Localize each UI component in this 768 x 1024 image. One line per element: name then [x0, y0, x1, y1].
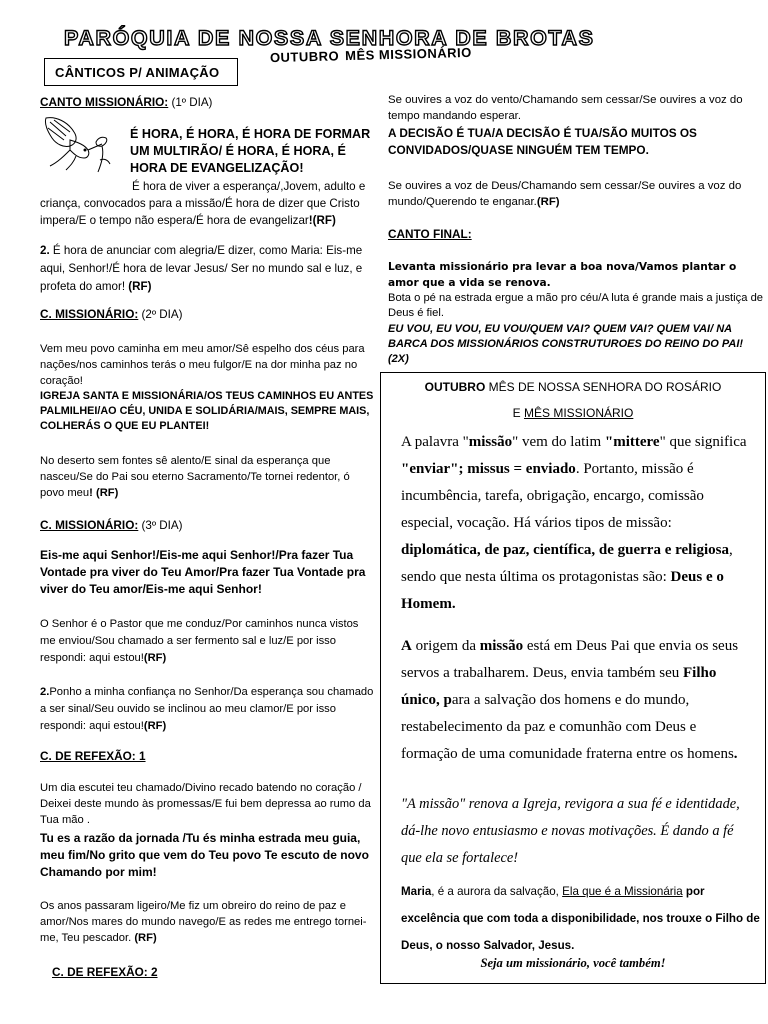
canto3-heading — [40, 517, 183, 534]
info-paragraph-1 — [401, 429, 755, 618]
info-p1-run: "enviar"; missus = enviado — [401, 461, 576, 477]
canto1-v2-num: 2. — [40, 244, 50, 257]
info-p1-run: "mittere — [604, 434, 660, 450]
hummingbird-illustration — [40, 110, 118, 178]
canto-final-verse: Bota o pé na estrada ergue a mão pro céu/A luta é grande mais a justiça de Deus é fiel. — [388, 292, 764, 319]
info-maria-paragraph — [401, 878, 761, 959]
info-p2-run: está em Deus Pai que envia os seus servos a trabalharem. Deus, envia também seu — [401, 638, 739, 681]
refeicao1-title: C. DE REFEXÃO: 1 — [40, 749, 146, 763]
refeicao2-title: C. DE REFEXÃO: 2 — [52, 965, 158, 979]
subtitle-rest: MÊS MISSIONÁRIO — [344, 44, 472, 64]
canto-final-title: CANTO FINAL: — [388, 227, 472, 241]
canto2-refrain: IGREJA SANTA E MISSIONÁRIA/OS TEUS CAMINHOS EU ANTES PALMILHEI/AO CÉU, UNIDA E SOLIDÁRIA/MAIS, SEMPRE MAIS, COLHERÁS O QUE EU PLANTEI! — [40, 390, 374, 432]
canto1-heading — [40, 94, 370, 111]
canto-final-refrain2: EU VOU, EU VOU, EU VOU/QUEM VAI? QUEM VAI? QUEM VAI/ NA BARCA DOS MISSIONÁRIOS CONSTRUTUROES DO REINO DO PAI! (2X) — [388, 323, 744, 365]
info-p1-run: , sendo que nesta última os protagonistas são: — [401, 542, 733, 585]
refeicao1-verse2-end: (RF) — [131, 932, 157, 944]
canto3-verse — [40, 616, 374, 667]
canto2-day: (2º DIA) — [138, 308, 183, 321]
info-closing-line: Seja um missionário, você também! — [480, 956, 666, 970]
canto2-verse: Vem meu povo caminha em meu amor/Sê espelho dos céus para nações/nos caminhos terás o meu fulgor/E na dor minha paz no coração! — [40, 343, 365, 387]
refeicao1-verse2-text: Os anos passaram ligeiro/Me fiz um obreiro do reino de paz e amor/Nos mares do mundo navego/E as redes me entrego tornei-me, Teu pescador. — [40, 900, 367, 944]
subtitle-month: OUTUBRO — [269, 48, 340, 66]
canto1-title: CANTO MISSIONÁRIO: — [40, 95, 169, 109]
canto3-title: C. MISSIONÁRIO: — [40, 518, 139, 532]
canto3-v2-num: 2. — [40, 686, 50, 698]
info-p1-run: A palavra " — [401, 434, 469, 450]
canto1-verse — [40, 178, 372, 229]
maria-text-underlined: Ela que é a Missionária — [562, 885, 683, 898]
canto-cont-verse2 — [388, 178, 764, 210]
info-p2-run: origem da — [411, 638, 480, 654]
canto1-v2-text: É hora de anunciar com alegria/E dizer, como Maria: Eis-me aqui, Senhor!/É hora de levar Jesus/ Ser no mundo sal e luz, e profeta do amor! — [40, 244, 363, 293]
info-box-title-line2 — [381, 406, 765, 420]
info-title2-prefix: E — [512, 406, 524, 420]
info-p2-run: Filho único, p — [401, 665, 717, 708]
canto1-day: (1º DIA) — [168, 96, 213, 109]
canto2-verse2-end: ! (RF) — [89, 487, 119, 499]
canto1-refrain: É HORA, É HORA, É HORA DE FORMAR UM MULTIRÃO/ É HORA, É HORA, É HORA DE EVANGELIZAÇÃO! — [130, 127, 371, 175]
refeicao1-verse2 — [40, 898, 374, 946]
canto-cont-verse2-text: Se ouvires a voz de Deus/Chamando sem cessar/Se ouvires a voz do mundo/Querendo te enganar. — [388, 180, 742, 208]
info-p2-run: A — [401, 638, 412, 654]
section-label-box: CÂNTICOS P/ ANIMAÇÃO — [44, 58, 238, 86]
canto1-v2-end: (RF) — [125, 280, 152, 293]
canto2-heading — [40, 306, 183, 323]
canto3-verse-text: O Senhor é o Pastor que me conduz/Por caminhos nunca vistos me enviou/Sou chamado a ser fermento sal e luz/E por isso respondi: aqui estou! — [40, 618, 359, 664]
canto3-v2-end: (RF) — [143, 720, 167, 732]
canto1-verse-end: !(RF) — [308, 214, 336, 227]
info-paragraph-2 — [401, 633, 755, 768]
canto-cont-verse1: Se ouvires a voz do vento/Chamando sem cessar/Se ouvires a voz do tempo mandando esperar. — [388, 94, 743, 122]
info-p1-run: " vem do latim — [512, 434, 605, 450]
canto-final-refrain: Levanta missionário pra levar a boa nova/Vamos plantar o amor que a vida se renova. — [388, 261, 737, 289]
canto3-verse2 — [40, 684, 374, 735]
canto-cont-verse2-end: (RF) — [536, 196, 560, 208]
info-title2-main: MÊS MISSIONÁRIO — [523, 406, 634, 420]
info-title-month: OUTUBRO — [424, 380, 486, 394]
maria-name: Maria — [401, 885, 432, 898]
mission-info-box — [380, 372, 766, 984]
info-p2-run: ara a salvação dos homens e do mundo, restabelecimento da paz e comunhão com Deus e formação de uma comunidade fraterna entre os homens — [401, 692, 734, 762]
canto1-verse-text: É hora de viver a esperança/,Jovem, adulto e criança, convocados para a missão/É hora de dizer que Cristo impera/E o tempo não espera/É hora de evangelizar — [40, 180, 366, 227]
canto2-title: C. MISSIONÁRIO: — [40, 307, 139, 321]
canto3-verse-end: (RF) — [143, 652, 167, 664]
info-box-title-line1 — [381, 380, 765, 394]
canto3-v2-text: Ponho a minha confiança no Senhor/Da esperança sou chamado a ser sinal/Seu ouvido se inclinou ao meu clamor/E por isso respondi: aqui estou! — [40, 686, 374, 732]
info-p2-run: missão — [479, 638, 524, 654]
refeicao1-verse: Um dia escutei teu chamado/Divino recado batendo no coração / Deixei deste mundo às promessas/E fui bem depressa ao rumo da Tua mão . — [40, 782, 371, 826]
canto2-verse2-text: No deserto sem fontes sê alento/E sinal da esperança que nasceu/Se do Pai sou eterno Sacramento/Te tornei redentor, ó povo meu — [40, 455, 350, 499]
info-p1-run: diplomática, de paz, científica, de guerra e religiosa — [401, 542, 730, 558]
canto3-day: (3º DIA) — [138, 519, 183, 532]
info-p1-run: " que significa — [659, 434, 747, 450]
info-p1-run: . Portanto, missão é incumbência, tarefa, obrigação, encargo, comissão especial, vocação. Há vários tipos de missão: — [401, 461, 704, 531]
maria-text-2: por excelência que com toda a disponibilidade, nos trouxe o Filho de Deus, o nosso Salvador, Jesus. — [401, 885, 760, 952]
info-p1-run: Deus e o Homem. — [401, 569, 724, 612]
maria-text-1: , é a aurora da salvação, — [431, 885, 563, 898]
refeicao1-refrain: Tu es a razão da jornada /Tu és minha estrada meu guia, meu fim/No grito que vem do Teu povo Te escuto de novo Chamando por mim! — [40, 831, 369, 879]
canto1-verse2 — [40, 242, 372, 296]
canto3-refrain: Eis-me aqui Senhor!/Eis-me aqui Senhor!/Pra fazer Tua Vontade pra viver do Teu Amor/Pra fazer Tua Vontade pra viver do Teu amor/Eis-me aqui Senhor! — [40, 548, 366, 596]
canto-cont-refrain: A DECISÃO É TUA/A DECISÃO É TUA/SÃO MUITOS OS CONVIDADOS/QUASE NINGUÉM TEM TEMPO. — [388, 126, 697, 157]
info-p1-run: missão — [468, 434, 513, 450]
info-title-rest: MÊS DE NOSSA SENHORA DO ROSÁRIO — [485, 380, 722, 394]
page-title: PARÓQUIA DE NOSSA SENHORA DE BROTAS — [64, 26, 595, 50]
canto2-verse2 — [40, 453, 374, 501]
info-p2-run: . — [733, 746, 738, 762]
info-quote: "A missão" renova a Igreja, revigora a sua fé e identidade, dá-lhe novo entusiasmo e novas motivações. É dando a fé que ela se fortalece! — [401, 796, 740, 866]
